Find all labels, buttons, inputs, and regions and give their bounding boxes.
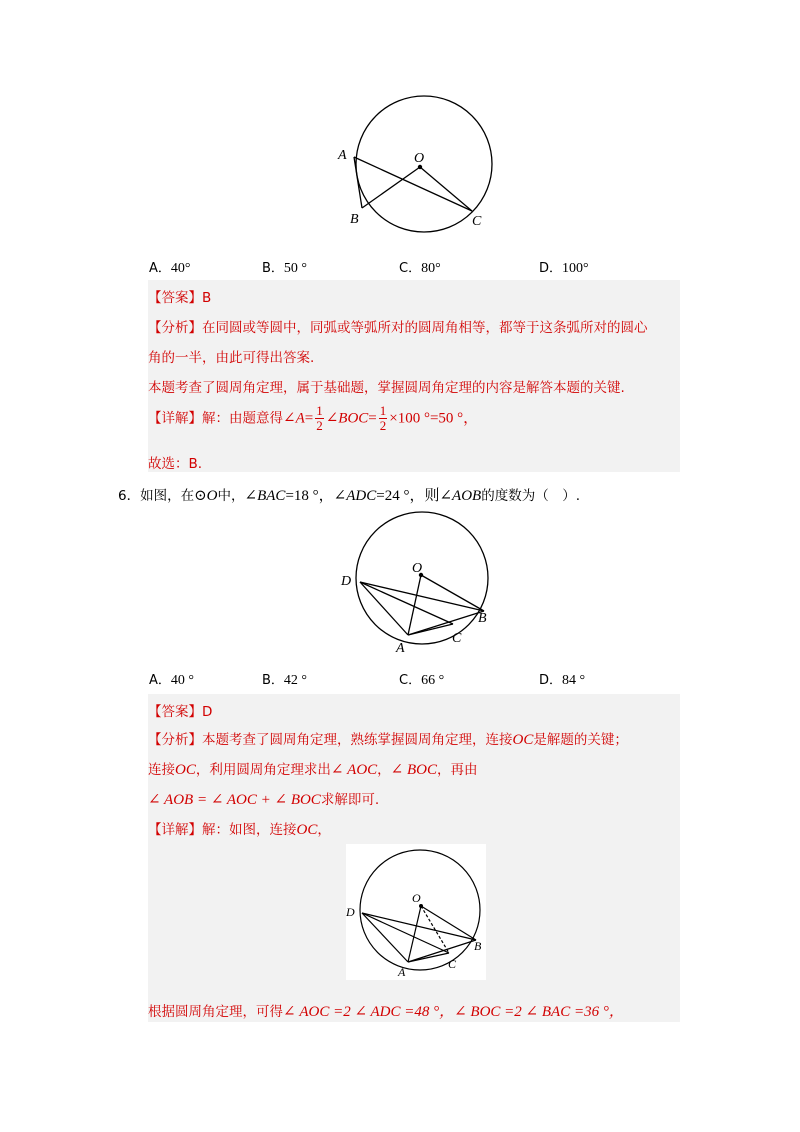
option-b[interactable]: B．50 ° <box>262 261 308 276</box>
q6-detail: 【详解】解：如图，连接OC， <box>148 822 331 838</box>
label-a: A <box>338 148 347 163</box>
q6-analysis-line2: 连接OC，利用圆周角定理求出∠ AOC，∠ BOC，再由 <box>148 762 478 778</box>
label-o: O <box>412 561 423 576</box>
q6-analysis-line1: 【分析】本题考查了圆周角定理，熟练掌握圆周角定理，连接OC是解题的关键； <box>148 732 628 748</box>
q6-option-b[interactable]: B．42 ° <box>262 673 308 688</box>
label-c: C <box>472 214 482 229</box>
option-a[interactable]: A．40° <box>149 261 191 276</box>
q6-option-c[interactable]: C．66 ° <box>399 673 445 688</box>
q6-analysis-line3: ∠ AOB = ∠ AOC + ∠ BOC求解即可. <box>148 792 380 808</box>
q5-detail: 【详解】解：由题意得∠A= $\frac{1}{2}$ ∠BOC= $\frac{1}{2}$ ×100 °=50 °， <box>148 403 479 433</box>
q5-analysis-line2: 角的一半，由此可得出答案. <box>148 350 315 366</box>
label-o: O <box>414 151 425 166</box>
option-c[interactable]: C．80° <box>399 261 441 276</box>
label-d: D <box>346 905 355 919</box>
q6-solution-box <box>148 694 680 1022</box>
figure-circle-abc <box>330 92 500 242</box>
option-d[interactable]: D．100° <box>539 261 589 276</box>
label-d: D <box>341 574 352 589</box>
q6-option-d[interactable]: D．84 ° <box>539 673 586 688</box>
label-o: O <box>412 891 421 905</box>
label-a: A <box>398 965 406 979</box>
figure-circle-dabc <box>336 508 506 658</box>
q6-stem: 6．如图，在⊙O中，∠BAC=18 °，∠ADC=24 °，则∠AOB的度数为（ ）. <box>118 488 580 504</box>
q6-answer: 【答案】D <box>148 704 213 720</box>
figure-3-panel <box>346 844 486 980</box>
label-b: B <box>478 611 487 626</box>
label-c: C <box>448 957 457 971</box>
q5-analysis-line3: 本题考查了圆周角定理，属于基础题，掌握圆周角定理的内容是解答本题的关键. <box>148 380 625 396</box>
q5-answer: 【答案】B <box>148 290 212 306</box>
label-b: B <box>350 212 359 227</box>
figure-circle-dashed-oc <box>346 844 486 980</box>
label-a: A <box>396 641 405 656</box>
label-b: B <box>474 939 482 953</box>
q5-choose: 故选：B. <box>148 456 203 472</box>
q6-option-a[interactable]: A．40 ° <box>149 673 195 688</box>
label-c: C <box>452 631 462 646</box>
q5-solution-box <box>148 280 680 472</box>
q5-analysis-line1: 【分析】在同圆或等圆中，同弧或等弧所对的圆周角相等，都等于这条弧所对的圆心 <box>148 320 648 336</box>
q6-final: 根据圆周角定理，可得∠ AOC =2 ∠ ADC =48 °，∠ BOC =2 ∠ BAC =36 °， <box>148 1004 624 1020</box>
